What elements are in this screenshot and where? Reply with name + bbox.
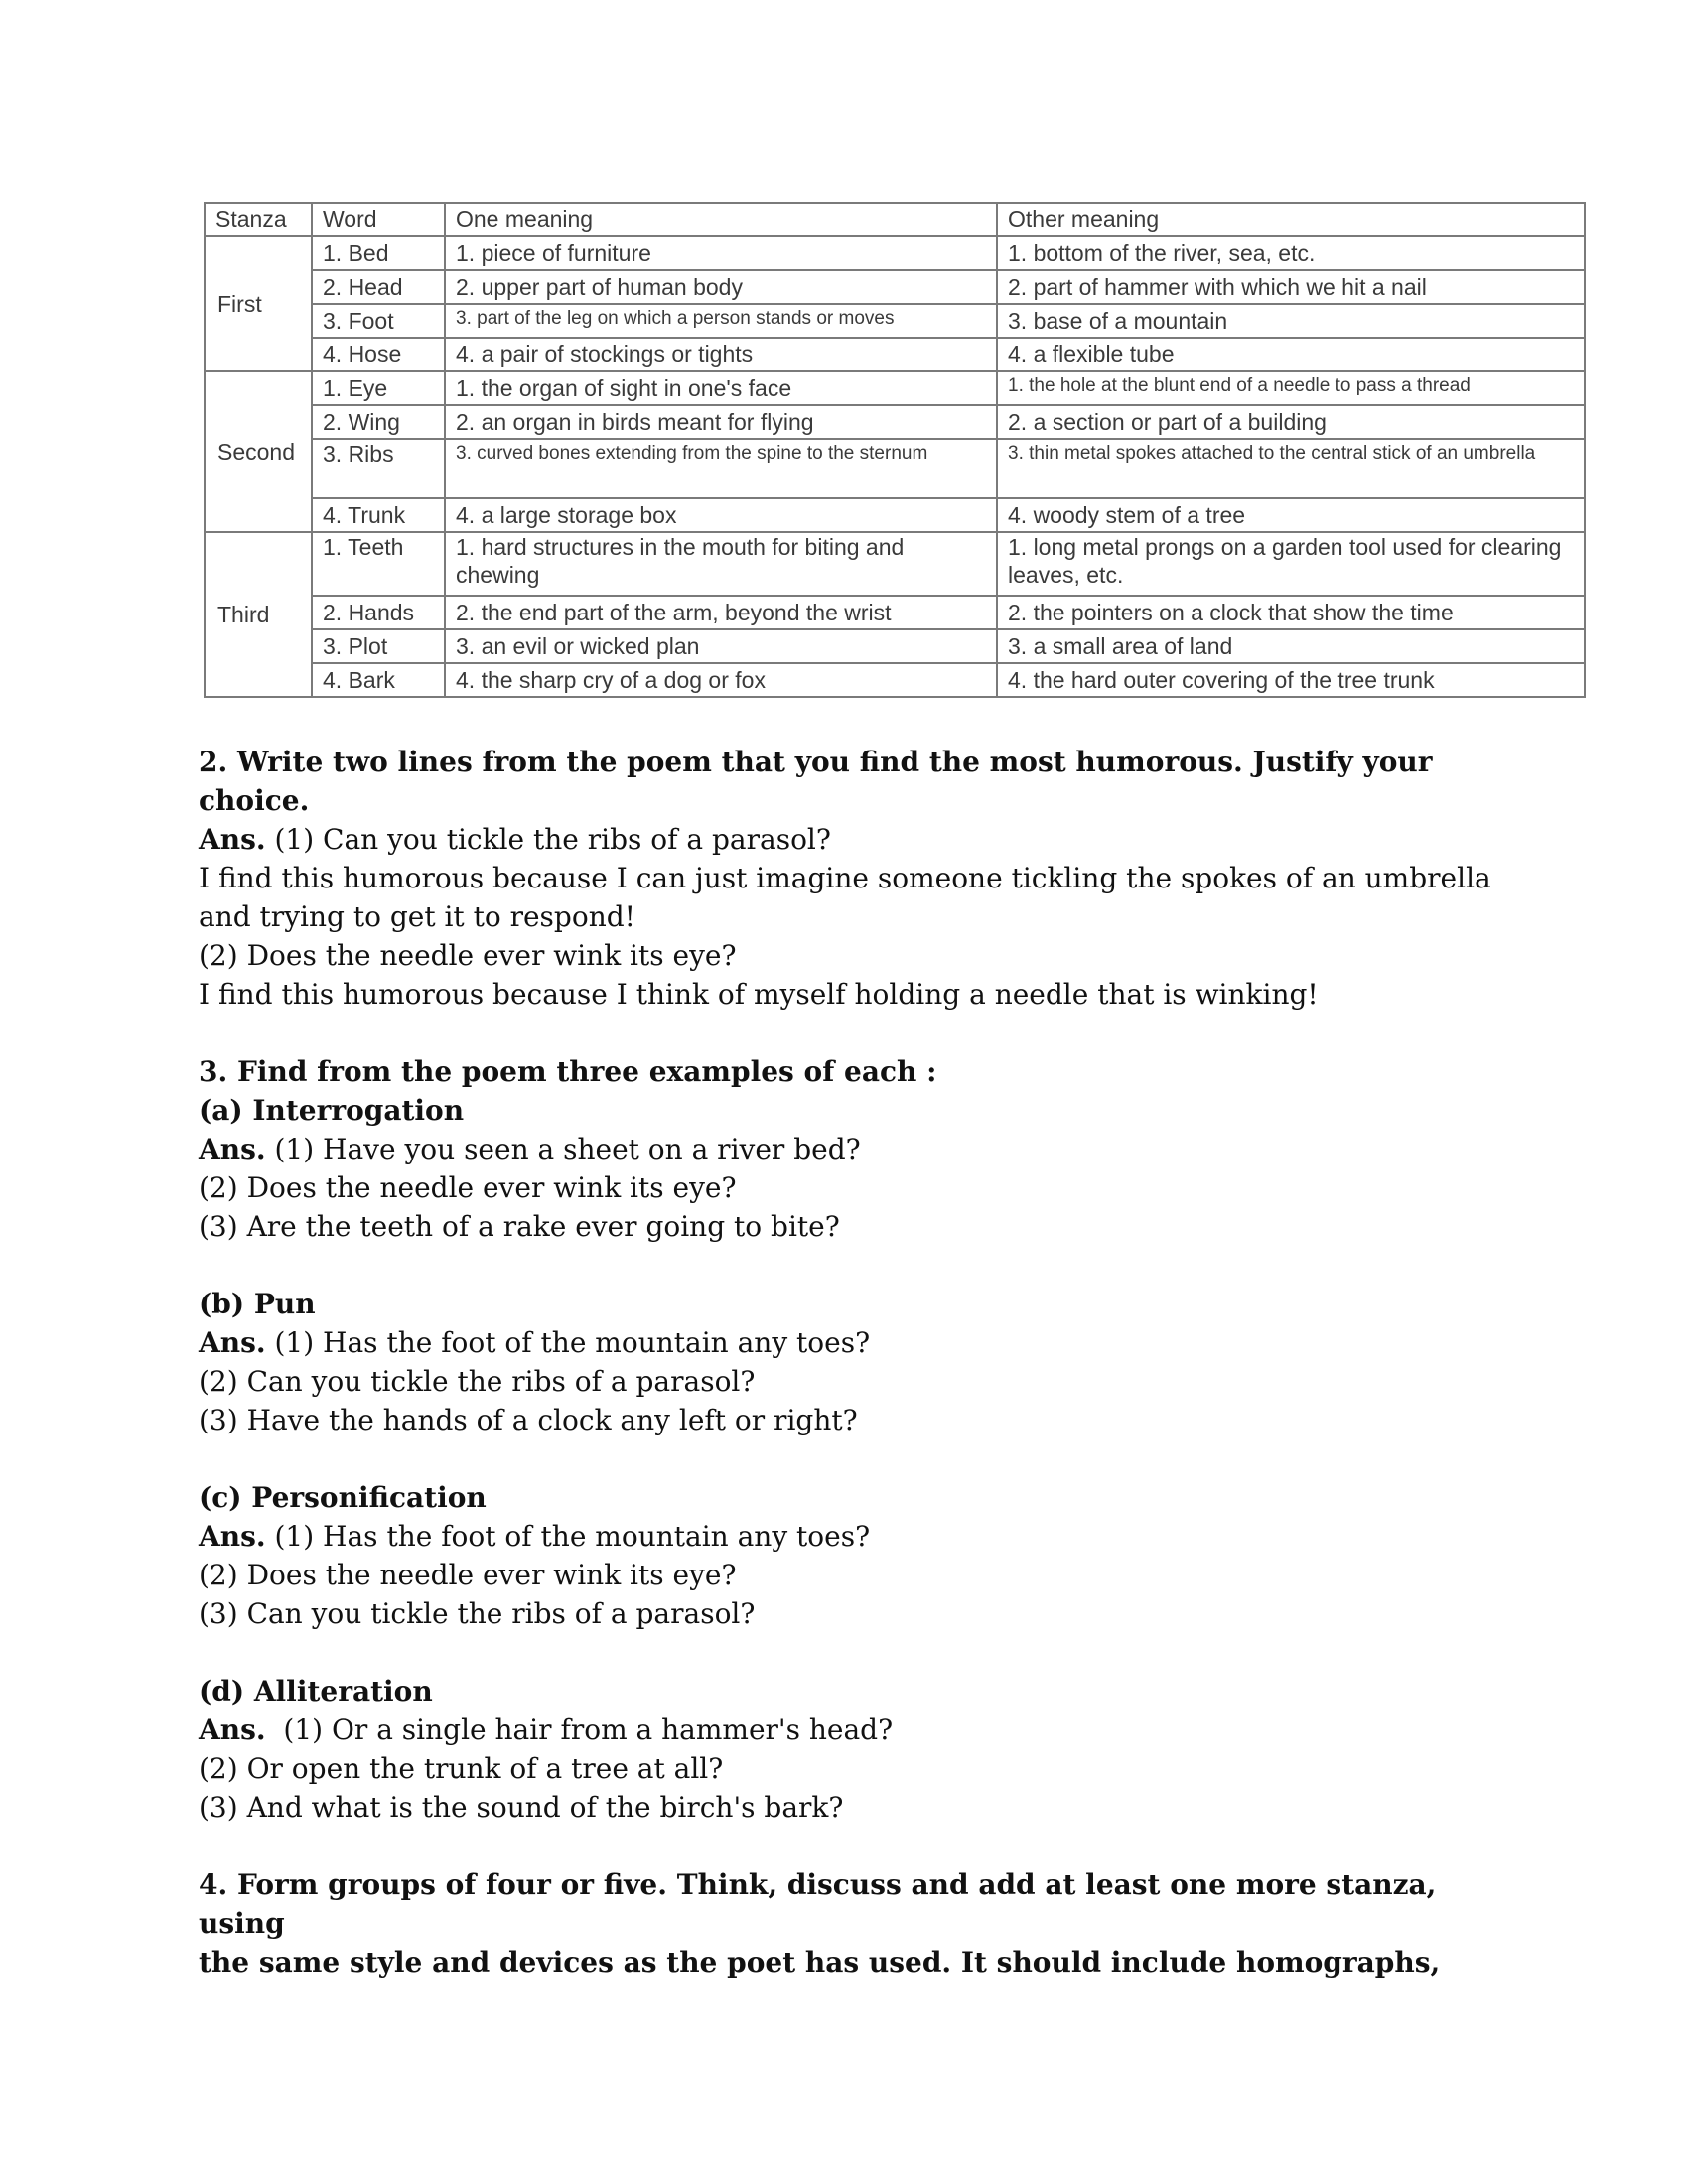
answer-line: (3) Have the hands of a clock any left or right? xyxy=(199,1404,858,1436)
word-cell: 3. Foot xyxy=(312,304,445,338)
one-meaning-cell: 3. part of the leg on which a person stands or moves xyxy=(445,304,997,338)
one-meaning-cell: 4. the sharp cry of a dog or fox xyxy=(445,663,997,697)
answer-line: (3) And what is the sound of the birch's bark? xyxy=(199,1791,844,1824)
other-meaning-cell: 4. a flexible tube xyxy=(997,338,1585,371)
one-meaning-cell: 1. hard structures in the mouth for biting and chewing xyxy=(445,532,997,596)
answer-line xyxy=(199,820,1519,859)
answer-line: (2) Does the needle ever wink its eye? xyxy=(199,1171,737,1204)
body-text xyxy=(199,743,1519,1981)
part-heading: (a) Interrogation xyxy=(199,1094,465,1127)
one-meaning-cell: 2. upper part of human body xyxy=(445,270,997,304)
other-meaning-cell: 2. the pointers on a clock that show the time xyxy=(997,596,1585,629)
answer-line xyxy=(199,1710,1519,1749)
question-4-line-2: the same style and devices as the poet has used. It should include homographs, xyxy=(199,1946,1441,1979)
part-heading: (b) Pun xyxy=(199,1288,316,1320)
part-heading: (c) Personification xyxy=(199,1481,487,1514)
other-meaning-cell: 2. part of hammer with which we hit a nail xyxy=(997,270,1585,304)
table-row xyxy=(205,532,1585,596)
one-meaning-cell: 3. an evil or wicked plan xyxy=(445,629,997,663)
word-cell: 4. Hose xyxy=(312,338,445,371)
other-meaning-cell: 3. a small area of land xyxy=(997,629,1585,663)
answer-text: (1) Has the foot of the mountain any toes? xyxy=(265,1520,871,1553)
answer-text: (1) Has the foot of the mountain any toes? xyxy=(265,1326,871,1359)
word-cell: 3. Plot xyxy=(312,629,445,663)
one-meaning-cell: 3. curved bones extending from the spine to the sternum xyxy=(445,439,997,498)
table-header-row xyxy=(205,203,1585,236)
stanza-second: Second xyxy=(205,371,312,532)
header-stanza: Stanza xyxy=(205,203,312,236)
header-one-meaning: One meaning xyxy=(445,203,997,236)
answer-text: (1) Can you tickle the ribs of a parasol? xyxy=(265,823,831,856)
question-4 xyxy=(199,1865,1519,1981)
table-row xyxy=(205,338,1585,371)
one-meaning-cell: 2. the end part of the arm, beyond the wrist xyxy=(445,596,997,629)
word-cell: 3. Ribs xyxy=(312,439,445,498)
answer-text: (1) Or a single hair from a hammer's head? xyxy=(265,1713,894,1746)
one-meaning-cell: 1. piece of furniture xyxy=(445,236,997,270)
other-meaning-cell: 2. a section or part of a building xyxy=(997,405,1585,439)
table-row xyxy=(205,439,1585,498)
ans-label: Ans. xyxy=(199,1133,266,1165)
word-cell: 2. Head xyxy=(312,270,445,304)
table-row xyxy=(205,629,1585,663)
table-row xyxy=(205,236,1585,270)
word-cell: 1. Bed xyxy=(312,236,445,270)
ans-label: Ans. xyxy=(199,1520,266,1553)
answer-line: (2) Does the needle ever wink its eye? xyxy=(199,1559,737,1591)
one-meaning-cell: 1. the organ of sight in one's face xyxy=(445,371,997,405)
answer-text: (1) Have you seen a sheet on a river bed? xyxy=(265,1133,861,1165)
answer-line xyxy=(199,1323,1519,1362)
other-meaning-cell: 4. woody stem of a tree xyxy=(997,498,1585,532)
question-3: 3. Find from the poem three examples of each : xyxy=(199,1055,937,1088)
answer-line: (2) Can you tickle the ribs of a parasol? xyxy=(199,1365,756,1398)
word-cell: 4. Bark xyxy=(312,663,445,697)
ans-label: Ans. xyxy=(199,1326,266,1359)
answer-line: I find this humorous because I can just imagine someone tickling the spokes of an umbrella xyxy=(199,862,1491,894)
table-row xyxy=(205,498,1585,532)
header-word: Word xyxy=(312,203,445,236)
table-row xyxy=(205,596,1585,629)
homograph-table xyxy=(204,202,1586,698)
one-meaning-cell: 4. a large storage box xyxy=(445,498,997,532)
answer-line: and trying to get it to respond! xyxy=(199,900,635,933)
header-other-meaning: Other meaning xyxy=(997,203,1585,236)
word-cell: 2. Wing xyxy=(312,405,445,439)
other-meaning-cell: 1. the hole at the blunt end of a needle to pass a thread xyxy=(997,371,1585,405)
question-2-line-1: 2. Write two lines from the poem that you find the most humorous. Justify your xyxy=(199,746,1433,778)
answer-line: (2) Or open the trunk of a tree at all? xyxy=(199,1752,724,1785)
part-heading: (d) Alliteration xyxy=(199,1675,433,1707)
answer-line: (2) Does the needle ever wink its eye? xyxy=(199,939,737,972)
table-row xyxy=(205,663,1585,697)
other-meaning-cell: 3. thin metal spokes attached to the central stick of an umbrella xyxy=(997,439,1585,498)
stanza-third: Third xyxy=(205,532,312,697)
table-row xyxy=(205,405,1585,439)
table-row xyxy=(205,270,1585,304)
other-meaning-cell: 3. base of a mountain xyxy=(997,304,1585,338)
question-2 xyxy=(199,743,1519,820)
table-row xyxy=(205,371,1585,405)
word-cell: 1. Eye xyxy=(312,371,445,405)
other-meaning-cell: 1. long metal prongs on a garden tool used for clearing leaves, etc. xyxy=(997,532,1585,596)
other-meaning-cell: 1. bottom of the river, sea, etc. xyxy=(997,236,1585,270)
question-2-line-2: choice. xyxy=(199,784,310,817)
one-meaning-cell: 4. a pair of stockings or tights xyxy=(445,338,997,371)
answer-line xyxy=(199,1130,1519,1168)
question-4-line-1: 4. Form groups of four or five. Think, discuss and add at least one more stanza, using xyxy=(199,1868,1437,1940)
one-meaning-cell: 2. an organ in birds meant for flying xyxy=(445,405,997,439)
answer-line: I find this humorous because I think of myself holding a needle that is winking! xyxy=(199,978,1319,1011)
word-cell: 1. Teeth xyxy=(312,532,445,596)
word-cell: 2. Hands xyxy=(312,596,445,629)
ans-label: Ans. xyxy=(199,823,266,856)
answer-line: (3) Can you tickle the ribs of a parasol? xyxy=(199,1597,756,1630)
table-row xyxy=(205,304,1585,338)
stanza-first: First xyxy=(205,236,312,371)
word-cell: 4. Trunk xyxy=(312,498,445,532)
other-meaning-cell: 4. the hard outer covering of the tree trunk xyxy=(997,663,1585,697)
answer-line xyxy=(199,1517,1519,1556)
answer-line: (3) Are the teeth of a rake ever going to bite? xyxy=(199,1210,840,1243)
ans-label: Ans. xyxy=(199,1713,266,1746)
